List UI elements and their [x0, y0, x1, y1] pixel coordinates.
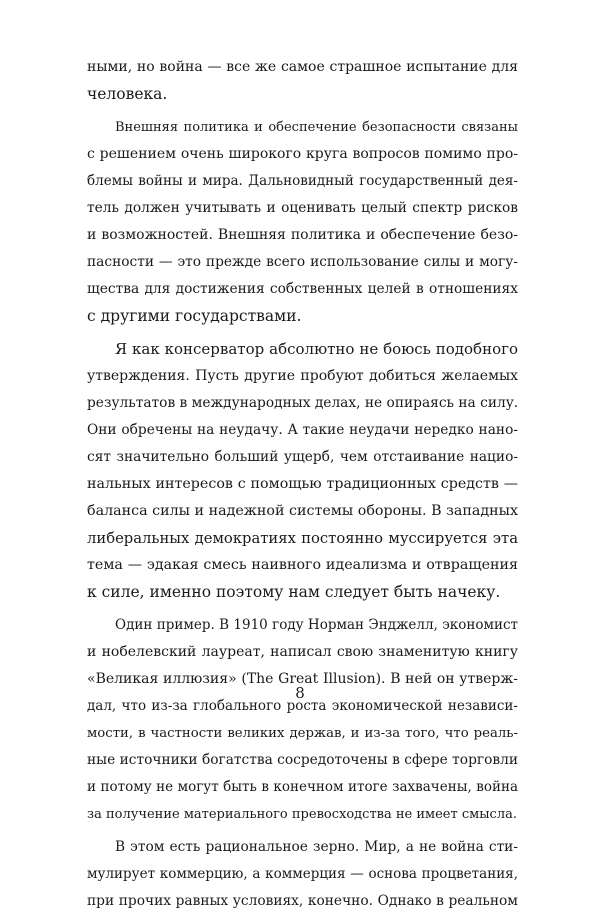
text-line: при прочих равных условиях, конечно. Однако в реальном — [87, 893, 518, 909]
text-line: пасности — это прежде всего использование силы и могу- — [87, 254, 518, 270]
text-line: с решением очень широкого круга вопросов помимо про- — [87, 146, 518, 162]
paragraph-4 — [87, 612, 518, 828]
text-line: блемы войны и мира. Дальновидный государственный дея- — [87, 173, 518, 189]
text-line: Они обречены на неудачу. А такие неудачи нередко нано- — [87, 422, 518, 438]
text-line: и возможностей. Внешняя политика и обеспечение безо- — [87, 227, 518, 243]
paragraph-2 — [87, 114, 518, 330]
text-line: тема — эдакая смесь наивного идеализма и отвращения — [87, 557, 518, 573]
text-line: мулирует коммерцию, а коммерция — основа процветания, — [87, 866, 518, 882]
text-line: «Великая иллюзия» (The Great Illusion). В ней он утверж- — [87, 671, 518, 687]
paragraph-1 — [87, 54, 518, 108]
text-line: ными, но война — все же самое страшное испытание для — [87, 59, 518, 75]
text-line: мости, в частности великих держав, и из-за того, что реаль- — [87, 726, 518, 741]
text-line: и нобелевский лауреат, написал свою знаменитую книгу — [87, 644, 518, 660]
text-line: Я как консерватор абсолютно не боюсь подобного — [115, 340, 518, 358]
text-line: человека. — [87, 85, 168, 103]
page-body — [87, 54, 518, 921]
page-number: 8 — [295, 684, 305, 702]
text-line: В этом есть рациональное зерно. Мир, а не война сти- — [115, 839, 518, 855]
text-line: щества для достижения собственных целей в отношениях — [87, 281, 518, 297]
text-line: Внешняя политика и обеспечение безопасности связаны — [115, 120, 518, 135]
text-line: ные источники богатства сосредоточены в сфере торговли — [87, 752, 518, 768]
text-line: утверждения. Пусть другие пробуют добиться желаемых — [87, 368, 518, 384]
paragraph-3 — [87, 336, 518, 606]
paragraph-5 — [87, 834, 518, 915]
text-line: с другими государствами. — [87, 307, 302, 325]
text-line: Один пример. В 1910 году Норман Энджелл, экономист — [115, 617, 518, 633]
text-line: и потому не могут быть в конечном итоге захвачены, война — [87, 779, 518, 795]
text-line: дал, что из-за глобального роста экономической независи- — [87, 698, 518, 714]
text-line: баланса силы и надежной системы обороны. В западных — [87, 503, 518, 519]
text-line: тель должен учитывать и оценивать целый спектр рисков — [87, 200, 518, 216]
text-line: к силе, именно поэтому нам следует быть начеку. — [87, 583, 501, 601]
text-line: нальных интересов с помощью традиционных средств — — [87, 476, 518, 492]
text-line: за получение материального превосходства не имеет смысла. — [87, 807, 517, 822]
text-line: результатов в международных делах, не опираясь на силу. — [87, 395, 519, 411]
text-line: сят значительно больший ущерб, чем отстаивание нацио- — [87, 449, 518, 465]
text-line: либеральных демократиях постоянно муссируется эта — [87, 530, 518, 547]
